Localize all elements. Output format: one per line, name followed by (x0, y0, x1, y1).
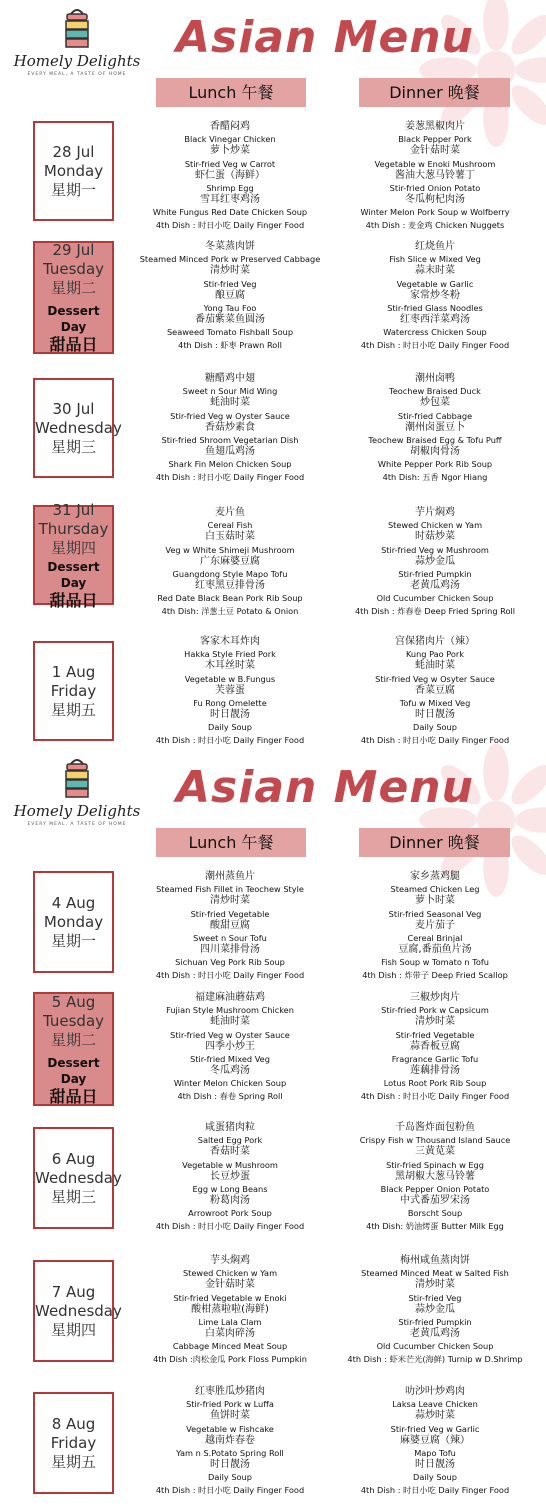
dish-line: 潮州蒸鱼片 (205, 871, 255, 882)
dish-line: 红枣西洋菜鸡汤 (400, 314, 470, 326)
dish-line: 胡椒肉骨汤 (410, 446, 460, 458)
day-weekday: Monday (43, 912, 104, 931)
day-weekday-cn: 星期三 (50, 1187, 96, 1206)
day-weekday-cn: 星期二 (50, 279, 96, 297)
dish-line: Borscht Soup (407, 1208, 463, 1219)
dessert-day-label-cn: 甜品日 (49, 1086, 98, 1106)
dish-line: Black Pepper Onion Potato (380, 1184, 490, 1195)
dish-line: Veg w White Shimeji Mushroom (165, 544, 295, 555)
dinner-menu (340, 1122, 530, 1232)
dish-line: 潮州卤鸭 (415, 373, 455, 384)
dish-line: 金针菇时菜 (410, 145, 460, 157)
lunch-menu (135, 121, 325, 231)
dish-line: Winter Melon Pork Soup w Wolfberry (360, 207, 510, 218)
dish-line: Stir-fried Pork w Luffa (186, 1399, 274, 1410)
dish-line: 莲藕排骨汤 (410, 1065, 460, 1077)
brand-logo (12, 8, 142, 77)
dish-line: 粉葛肉汤 (210, 1195, 250, 1207)
menu-week-1 (0, 0, 546, 750)
dish-line: Crispy Fish w Thousand Island Sauce (359, 1135, 511, 1146)
dish-line: Kung Pao Pork (405, 649, 465, 660)
dish-line: Sweet n Sour Mid Wing (182, 386, 278, 397)
brand-name: Homely Delights (13, 52, 141, 70)
fourth-dish: 4th Dish : 时日小吃 Daily Finger Food (155, 471, 305, 482)
dish-line: 宫保猪肉片（辣） (395, 636, 475, 647)
dish-line: 四季小炒王 (205, 1040, 255, 1052)
dish-line: 中式番茄罗宋汤 (400, 1195, 470, 1207)
dish-line: 蒜炒时菜 (415, 1410, 455, 1422)
dinner-header: Dinner 晚餐 (359, 78, 510, 107)
dish-line: Fragrance Garlic Tofu (391, 1054, 479, 1065)
fourth-dish: 4th Dish : 麦金鸡 Chicken Nuggets (365, 219, 505, 230)
day-date: 30 Jul (52, 399, 95, 418)
dish-line: 冬瓜枸杞肉汤 (405, 194, 465, 206)
fourth-dish: 4th Dish : 虾米芒光(海鲜) Turnip w D.Shrimp (347, 1353, 523, 1364)
fourth-dish: 4th Dish : 时日小吃 Daily Finger Food (360, 1484, 510, 1495)
dish-line: Shrimp Egg (206, 183, 254, 194)
lunch-menu (135, 373, 325, 483)
dish-line: Mapo Tofu (414, 1448, 456, 1459)
dish-line: Winter Melon Chicken Soup (173, 1078, 287, 1089)
dish-line: White Fungus Red Date Chicken Soup (152, 207, 308, 218)
dish-line: 蒜香板豆腐 (410, 1040, 460, 1052)
dish-line: Vegetable w Fishcake (186, 1423, 274, 1434)
lunch-menu (135, 241, 325, 351)
dessert-day-label: Dessert Day (47, 559, 100, 590)
lunch-menu (135, 992, 325, 1102)
day-date: 7 Aug (51, 1282, 96, 1301)
dish-line: 香菇时菜 (210, 1146, 250, 1158)
dish-line: 香醋闷鸡 (210, 121, 250, 132)
dish-line: Stir-fried Vegetable w Enoki (173, 1292, 287, 1303)
fourth-dish: 4th Dish : 时日小吃 Daily Finger Food (360, 339, 510, 350)
dish-line: Stir-fried Spinach w Egg (386, 1159, 484, 1170)
dish-line: 蚝油时菜 (210, 1016, 250, 1028)
dish-line: 三黄苋菜 (415, 1146, 455, 1158)
dinner-menu (340, 871, 530, 981)
day-weekday-cn: 星期一 (50, 180, 96, 199)
dish-line: 长豆炒蛋 (210, 1170, 250, 1182)
dinner-menu (340, 373, 530, 483)
dish-line: 广东麻婆豆腐 (200, 555, 260, 567)
dish-line: Fujian Style Mushroom Chicken (166, 1005, 294, 1016)
dish-line: Watercress Chicken Soup (383, 327, 487, 338)
dish-line: Cereal Brinjal (407, 933, 463, 944)
dish-line: Steamed Fish Fillet in Teochew Style (156, 884, 304, 895)
dish-line: 千岛酱炸面包粉鱼 (395, 1122, 475, 1133)
day-box (33, 1260, 122, 1362)
dish-line: 香菜豆腐 (415, 684, 455, 696)
dish-line: Daily Soup (413, 722, 457, 733)
day-box (33, 500, 114, 610)
dish-line: 冬菜蒸肉饼 (205, 241, 255, 252)
day-date: 5 Aug (51, 992, 96, 1011)
dish-line: Yong Tau Foo (203, 303, 257, 314)
lunch-menu (135, 1255, 325, 1365)
dish-line: 蒜炒金瓜 (415, 555, 455, 567)
day-box (33, 992, 114, 1106)
day-weekday-cn: 星期三 (50, 437, 96, 456)
day-weekday-cn: 星期二 (50, 1030, 96, 1049)
dish-line: Steamed Minced Pork w Preserved Cabbage (139, 254, 321, 265)
day-box (33, 241, 114, 354)
dish-line: Stir-fried Veg w Oyster Sauce (170, 410, 290, 421)
tiffin-carrier-icon (62, 758, 92, 800)
dish-line: Daily Soup (208, 1472, 252, 1483)
dish-line: 姜葱黑椒肉片 (405, 121, 465, 132)
dish-line: 家乡蒸鸡腿 (410, 871, 460, 882)
dish-line: Laksa Leave Chicken (392, 1399, 478, 1410)
lunch-header: Lunch 午餐 (156, 78, 306, 107)
dish-line: Stir-fried Vegetable (395, 1029, 475, 1040)
dinner-menu (340, 1255, 530, 1365)
dish-line: 时日靓汤 (415, 709, 455, 721)
dish-line: 蒜炒金瓜 (415, 1303, 455, 1315)
day-weekday: Thursday (38, 519, 109, 538)
lunch-header: Lunch 午餐 (156, 828, 306, 857)
day-box (33, 1392, 114, 1494)
brand-name: Homely Delights (13, 802, 141, 820)
dish-line: 梅州咸鱼蒸肉饼 (400, 1255, 470, 1266)
dish-line: 蚝油时菜 (210, 397, 250, 409)
dish-line: Fish Soup w Tomato n Tofu (381, 957, 489, 968)
day-weekday: Monday (43, 161, 104, 180)
dish-line: Lime Lala Clam (198, 1317, 262, 1328)
day-date: 1 Aug (51, 662, 96, 681)
dinner-menu (340, 992, 530, 1102)
dish-line: 越南炸春卷 (205, 1434, 255, 1446)
dish-line: 鱼饼时菜 (210, 1410, 250, 1422)
dish-line: 木耳丝时菜 (205, 660, 255, 672)
dish-line: 雪耳红枣鸡汤 (200, 194, 260, 206)
dish-line: Stir-fried Cabbage (397, 410, 473, 421)
fourth-dish: 4th Dish : 时日小吃 Daily Finger Food (155, 969, 305, 980)
dinner-menu (340, 121, 530, 231)
day-weekday-cn: 星期五 (50, 700, 96, 719)
lunch-menu (135, 507, 325, 617)
dish-line: Vegetable w Mushroom (182, 1159, 278, 1170)
dish-line: 酿豆腐 (215, 289, 245, 301)
dish-line: 萝卜时菜 (415, 895, 455, 907)
dish-line: Hakka Style Fried Pork (184, 649, 276, 660)
dish-line: Black Pepper Pork (398, 134, 472, 145)
day-box (33, 121, 114, 221)
dish-line: Teochew Braised Egg & Tofu Puff (368, 435, 502, 446)
day-box (33, 641, 114, 741)
day-weekday: Tuesday (42, 260, 105, 278)
dish-line: Arrowroot Pork Soup (188, 1208, 272, 1219)
fourth-dish: 4th Dish : 时日小吃 Daily Finger Food (155, 1484, 305, 1495)
dish-line: 酸柑蒸啦啦(海鲜) (191, 1303, 269, 1315)
dish-line: 芋头焖鸡 (210, 1255, 250, 1266)
dish-line: 酱油大葱马铃薯丁 (395, 169, 475, 181)
dish-line: 时菇炒菜 (415, 531, 455, 543)
dish-line: 三椒炒肉片 (410, 992, 460, 1003)
dish-line: Red Date Black Bean Pork Rib Soup (157, 593, 303, 604)
dish-line: 红烧鱼片 (415, 241, 455, 252)
dish-line: Stir-fried Vegetable (190, 908, 270, 919)
day-date: 6 Aug (51, 1149, 96, 1168)
dish-line: Stir-fried Veg (203, 278, 257, 289)
dish-line: 麦片茄子 (415, 919, 455, 931)
dish-line: 鱼翅瓜鸡汤 (205, 446, 255, 458)
lunch-menu (135, 1122, 325, 1232)
dish-line: 叻沙叶炒鸡肉 (405, 1386, 465, 1397)
dish-line: 客家木耳炸肉 (200, 636, 260, 647)
dish-line: Stir-fried Veg w Garlic (390, 1423, 480, 1434)
day-weekday-cn: 星期四 (50, 1320, 96, 1339)
dish-line: Vegetable w Enoki Mushroom (374, 158, 496, 169)
menu-week-2 (0, 750, 546, 1511)
dish-line: Daily Soup (413, 1472, 457, 1483)
dish-line: 蚝油时菜 (415, 660, 455, 672)
dish-line: 清炒时菜 (415, 1279, 455, 1291)
dish-line: Teochew Braised Duck (389, 386, 481, 397)
dish-line: 四川菜排骨汤 (200, 944, 260, 956)
fourth-dish: 4th Dish : 时日小吃 Daily Finger Food (155, 219, 305, 230)
dish-line: Stewed Chicken w Yam (182, 1268, 278, 1279)
dinner-menu (340, 241, 530, 351)
dish-line: Vegetable w B.Fungus (184, 673, 276, 684)
dish-line: Fish Slice w Mixed Veg (389, 254, 481, 265)
dish-line: Steamed Chicken Leg (390, 884, 480, 895)
lunch-menu (135, 636, 325, 746)
day-box (33, 378, 122, 478)
dish-line: Stir-fried Pork w Capsicum (381, 1005, 489, 1016)
dish-line: 虾仁蛋（海鲜） (195, 169, 265, 181)
dish-line: 时日靓汤 (210, 709, 250, 721)
day-weekday: Wednesday (35, 1168, 122, 1187)
dessert-day-label: Dessert Day (47, 304, 100, 334)
dish-line: 冬瓜鸡汤 (210, 1065, 250, 1077)
day-weekday-cn: 星期一 (50, 931, 96, 950)
dish-line: Stir-fried Pumpkin (398, 1317, 472, 1328)
dish-line: 清炒时菜 (415, 1016, 455, 1028)
dish-line: Stir-fried Pumpkin (398, 569, 472, 580)
dinner-header: Dinner 晚餐 (359, 828, 510, 857)
dish-line: 白菜肉碎汤 (205, 1328, 255, 1340)
day-weekday: Wednesday (35, 1301, 122, 1320)
dish-line: Vegetable w Garlic (396, 278, 474, 289)
dish-line: 清炒时菜 (210, 265, 250, 277)
dish-line: Stir-fried Mixed Veg (190, 1054, 270, 1065)
dish-line: 清炒时菜 (210, 895, 250, 907)
dish-line: Old Cucumber Chicken Soup (376, 1341, 494, 1352)
dish-line: White Pepper Pork Rib Soup (377, 459, 493, 470)
dish-line: 萝卜炒菜 (210, 145, 250, 157)
dish-line: 红枣黑豆排骨汤 (195, 580, 265, 592)
dish-line: Guangdong Style Mapo Tofu (172, 569, 288, 580)
dinner-menu (340, 1386, 530, 1496)
fourth-dish: 4th Dish :肉松金瓜 Pork Floss Pumpkin (153, 1353, 307, 1364)
dish-line: 黑胡椒大葱马铃薯 (395, 1170, 475, 1182)
dish-line: 红枣胜瓜炒猪肉 (195, 1386, 265, 1397)
dish-line: Stir-fried Shroom Vegetarian Dish (161, 435, 299, 446)
dish-line: Stir-fried Veg (408, 1292, 462, 1303)
dish-line: Stir-fried Onion Potato (389, 183, 481, 194)
dish-line: Daily Soup (208, 722, 252, 733)
dish-line: Stir-fried Veg w Osyter Sauce (375, 673, 495, 684)
day-box (33, 1127, 122, 1229)
lunch-menu (135, 871, 325, 981)
dessert-day-label-cn: 甜品日 (49, 335, 98, 354)
dish-line: 潮州卤蛋豆卜 (405, 421, 465, 433)
dish-line: 家常炒冬粉 (410, 289, 460, 301)
dish-line: 香菇炒素食 (205, 421, 255, 433)
dish-line: Cabbage Minced Meat Soup (172, 1341, 288, 1352)
dish-line: Stir-fried Veg w Carrot (184, 158, 276, 169)
dish-line: 麻婆豆腐（辣） (400, 1434, 470, 1446)
dinner-menu (340, 507, 530, 617)
dish-line: 炒包菜 (420, 397, 450, 409)
dish-line: Stir-fried Veg w Mushroom (381, 544, 489, 555)
brand-logo (12, 758, 142, 827)
dish-line: Black Vinegar Chicken (184, 134, 276, 145)
fourth-dish: 4th Dish : 春卷 Spring Roll (177, 1090, 283, 1101)
dish-line: 时日靓汤 (210, 1459, 250, 1471)
dish-line: 白玉菇时菜 (205, 531, 255, 543)
dish-line: Seaweed Tomato Fishball Soup (166, 327, 294, 338)
menu-title: Asian Menu (176, 12, 474, 63)
brand-tagline: EVERY MEAL, A TASTE OF HOME (27, 72, 127, 77)
dish-line: 老黄瓜鸡汤 (410, 1328, 460, 1340)
dish-line: Salted Egg Pork (197, 1135, 263, 1146)
brand-tagline: EVERY MEAL, A TASTE OF HOME (27, 822, 127, 827)
dish-line: Lotus Root Pork Rib Soup (383, 1078, 487, 1089)
fourth-dish: 4th Dish: 洋葱土豆 Potato & Onion (161, 605, 299, 616)
dish-line: 芙蓉蛋 (215, 684, 245, 696)
dish-line: 酸甜豆腐 (210, 919, 250, 931)
day-weekday: Friday (50, 1433, 97, 1452)
fourth-dish: 4th Dish : 时日小吃 Daily Finger Food (360, 734, 510, 745)
fourth-dish: 4th Dish: 五香 Ngor Hiang (382, 471, 488, 482)
dinner-menu (340, 636, 530, 746)
dish-line: 咸蛋猪肉粒 (205, 1122, 255, 1133)
dish-line: Sichuan Veg Pork Rib Soup (175, 957, 285, 968)
dish-line: 老黄瓜鸡汤 (410, 580, 460, 592)
dish-line: Stir-fried Glass Noodles (387, 303, 483, 314)
day-weekday-cn: 星期五 (50, 1452, 96, 1471)
day-date: 4 Aug (51, 893, 96, 912)
dish-line: 蒜末时菜 (415, 265, 455, 277)
day-weekday-cn: 星期四 (50, 538, 96, 557)
dish-line: Yam n S.Potato Spring Roll (176, 1448, 284, 1459)
tiffin-carrier-icon (62, 8, 92, 50)
dish-line: 麦片鱼 (215, 507, 245, 518)
day-weekday: Tuesday (42, 1011, 105, 1030)
dish-line: 时日靓汤 (415, 1459, 455, 1471)
fourth-dish: 4th Dish : 时日小吃 Daily Finger Food (360, 1090, 510, 1101)
fourth-dish: 4th Dish : 时日小吃 Daily Finger Food (155, 1220, 305, 1231)
dish-line: 番茄紫菜鱼圆汤 (195, 314, 265, 326)
dish-line: Stewed Chicken w Yam (387, 520, 483, 531)
dish-line: Stir-fried Seasonal Veg (388, 908, 482, 919)
day-date: 28 Jul (52, 142, 95, 161)
lunch-menu (135, 1386, 325, 1496)
dish-line: Steamed Minced Meat w Salted Fish (361, 1268, 509, 1279)
fourth-dish: 4th Dish : 虾枣 Prawn Roll (178, 339, 282, 350)
dish-line: Sweet n Sour Tofu (193, 933, 267, 944)
menu-title: Asian Menu (176, 762, 474, 813)
dish-line: Old Cucumber Chicken Soup (376, 593, 494, 604)
dish-line: 芋片焖鸡 (415, 507, 455, 518)
dish-line: Fu Rong Omelette (193, 698, 267, 709)
dish-line: 福建麻油蘑菇鸡 (195, 992, 265, 1003)
dish-line: 糖醋鸡中翅 (205, 373, 255, 384)
fourth-dish: 4th Dish : 炸带子 Deep Fried Scallop (362, 969, 508, 980)
dish-line: Egg w Long Beans (192, 1184, 268, 1195)
dish-line: 豆腐,番茄鱼片汤 (398, 944, 472, 956)
day-date: 8 Aug (51, 1414, 96, 1433)
dish-line: 金针菇时菜 (205, 1279, 255, 1291)
day-box (33, 871, 114, 973)
fourth-dish: 4th Dish : 时日小吃 Daily Finger Food (155, 734, 305, 745)
day-weekday: Friday (50, 681, 97, 700)
dessert-day-label: Dessert Day (47, 1055, 100, 1086)
dish-line: Stir-fried Veg w Oyster Sauce (170, 1029, 290, 1040)
day-weekday: Wednesday (35, 418, 122, 437)
day-date: 31 Jul (52, 500, 95, 519)
day-date: 29 Jul (52, 241, 95, 259)
dish-line: Tofu w Mixed Veg (399, 698, 471, 709)
fourth-dish: 4th Dish: 奶油烤蛋 Butter Milk Egg (366, 1220, 504, 1231)
dessert-day-label-cn: 甜品日 (49, 590, 98, 610)
dish-line: Cereal Fish (207, 520, 253, 531)
dish-line: Shark Fin Melon Chicken Soup (168, 459, 292, 470)
fourth-dish: 4th Dish : 炸春卷 Deep Fried Spring Roll (354, 605, 516, 616)
